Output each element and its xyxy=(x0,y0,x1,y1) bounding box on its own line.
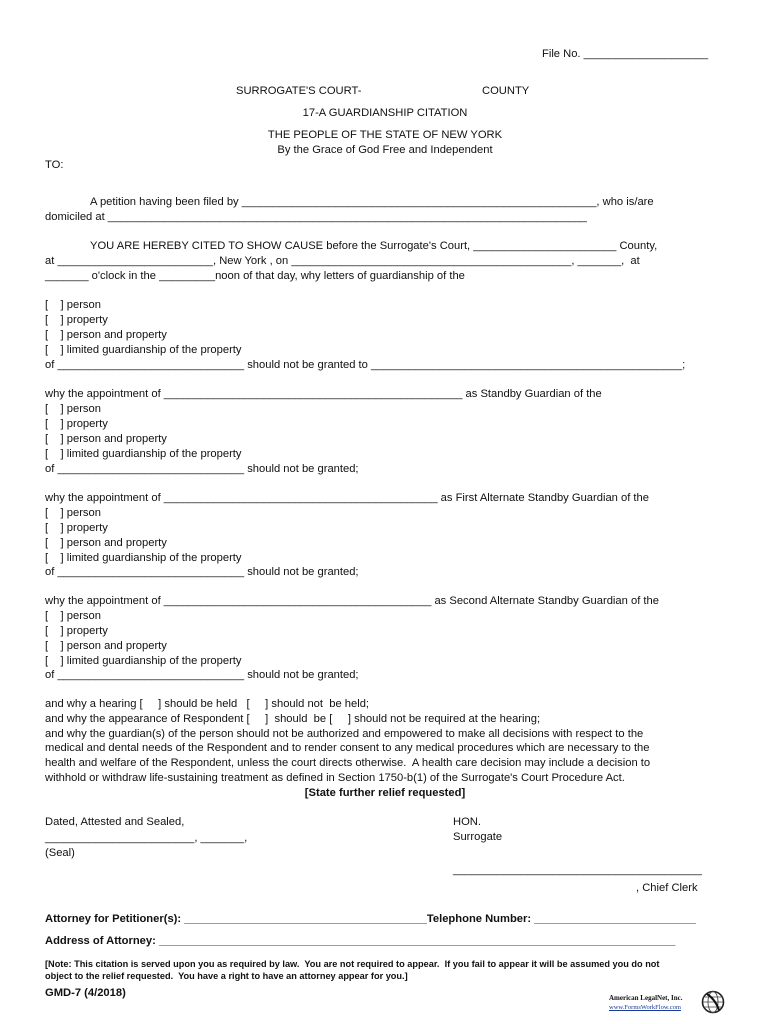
dated-label: Dated, Attested and Sealed, xyxy=(45,816,185,828)
hearing-line-5: health and welfare of the Respondent, unless the court directs otherwise. A health care decision may include a decision to xyxy=(45,757,651,769)
second-alternate-of-line: of ______________________________ should not be granted; xyxy=(45,669,359,681)
surrogate-label: Surrogate xyxy=(453,831,503,843)
cited-line-1: YOU ARE HEREBY CITED TO SHOW CAUSE before the Surrogate's Court, _______________________ County, xyxy=(90,240,658,252)
court-name: SURROGATE'S COURT- xyxy=(236,85,362,97)
form-id: GMD-7 (4/2018) xyxy=(45,987,126,999)
second-alternate-option-person-and-property[interactable]: [ ] person and property xyxy=(45,640,167,652)
globe-icon xyxy=(701,990,725,1014)
standby-of-line: of ______________________________ should not be granted; xyxy=(45,463,359,475)
guardian-option-property[interactable]: [ ] property xyxy=(45,314,108,326)
cited-line-3: _______ o'clock in the _________noon of that day, why letters of guardianship of the xyxy=(45,270,465,282)
clerk-signature-line: ________________________________________ xyxy=(453,864,702,876)
citation-title: 17-A GUARDIANSHIP CITATION xyxy=(302,107,468,119)
first-alternate-option-property[interactable]: [ ] property xyxy=(45,522,108,534)
guardian-of-line: of ______________________________ should not be granted to __________________________________________________; xyxy=(45,359,686,371)
guardian-option-person[interactable]: [ ] person xyxy=(45,299,101,311)
people-heading: THE PEOPLE OF THE STATE OF NEW YORK xyxy=(267,129,503,141)
hearing-line-3: and why the guardian(s) of the person should not be authorized and empowered to make all decisions with respect to the xyxy=(45,728,644,740)
chief-clerk-label: , Chief Clerk xyxy=(636,882,698,894)
first-alternate-option-person-and-property[interactable]: [ ] person and property xyxy=(45,537,167,549)
to-label: TO: xyxy=(45,159,64,171)
date-line: ________________________, _______, xyxy=(45,832,248,844)
second-alternate-intro: why the appointment of ___________________________________________ as Second Alternate Standby Guardian of the xyxy=(45,595,659,607)
standby-option-property[interactable]: [ ] property xyxy=(45,418,108,430)
attorney-address-line: Address of Attorney: ___________________________________________________________________________________ xyxy=(45,935,676,947)
hearing-line-2: and why the appearance of Respondent [ ] should be [ ] should not be required at the hearing; xyxy=(45,713,541,725)
file-number: File No. ____________________ xyxy=(542,48,709,60)
second-alternate-option-person[interactable]: [ ] person xyxy=(45,610,101,622)
hon-label: HON. xyxy=(453,816,481,828)
first-alternate-intro: why the appointment of ____________________________________________ as First Alternate Standby Guardian of the xyxy=(45,492,649,504)
note-line-2: object to the relief requested. You have a right to have an attorney appear for you.] xyxy=(45,971,408,981)
standby-option-person-and-property[interactable]: [ ] person and property xyxy=(45,433,167,445)
publisher-logo xyxy=(603,988,725,1020)
hearing-line-6: withhold or withdraw life-sustaining treatment as defined in Section 1750-b(1) of the Surrogate's Court Procedure Act. xyxy=(45,772,625,784)
guardian-option-limited[interactable]: [ ] limited guardianship of the property xyxy=(45,344,242,356)
first-alternate-of-line: of ______________________________ should not be granted; xyxy=(45,566,359,578)
first-alternate-option-limited[interactable]: [ ] limited guardianship of the property xyxy=(45,552,242,564)
petition-line-2: domiciled at _____________________________________________________________________________ xyxy=(45,211,587,223)
cited-line-2: at _________________________, New York , on _____________________________________________, _______, at xyxy=(45,255,640,267)
publisher-url[interactable]: www.FormsWorkFlow.com xyxy=(609,1004,681,1011)
guardian-option-person-and-property[interactable]: [ ] person and property xyxy=(45,329,167,341)
hearing-line-4: medical and dental needs of the Respondent and to render consent to any medical procedures which are necessary to the xyxy=(45,742,650,754)
first-alternate-option-person[interactable]: [ ] person xyxy=(45,507,101,519)
publisher-name: American LegalNet, Inc. xyxy=(609,994,683,1002)
county-label: COUNTY xyxy=(482,85,530,97)
further-relief: [State further relief requested] xyxy=(304,787,466,799)
note-line-1: [Note: This citation is served upon you as required by law. You are not required to appear. If you fail to appear it will be assumed you do not xyxy=(45,959,660,969)
attorney-petitioner-line: Attorney for Petitioner(s): _______________________________________Telephone Number: __________________________ xyxy=(45,913,696,925)
petition-line-1: A petition having been filed by _________________________________________________________, who is/are xyxy=(90,196,654,208)
standby-intro: why the appointment of ________________________________________________ as Standby Guardian of the xyxy=(45,388,602,400)
grace-subheading: By the Grace of God Free and Independent xyxy=(277,144,493,156)
second-alternate-option-limited[interactable]: [ ] limited guardianship of the property xyxy=(45,655,242,667)
standby-option-limited[interactable]: [ ] limited guardianship of the property xyxy=(45,448,242,460)
seal-label: (Seal) xyxy=(45,847,75,859)
second-alternate-option-property[interactable]: [ ] property xyxy=(45,625,108,637)
standby-option-person[interactable]: [ ] person xyxy=(45,403,101,415)
hearing-line-1: and why a hearing [ ] should be held [ ] should not be held; xyxy=(45,698,370,710)
